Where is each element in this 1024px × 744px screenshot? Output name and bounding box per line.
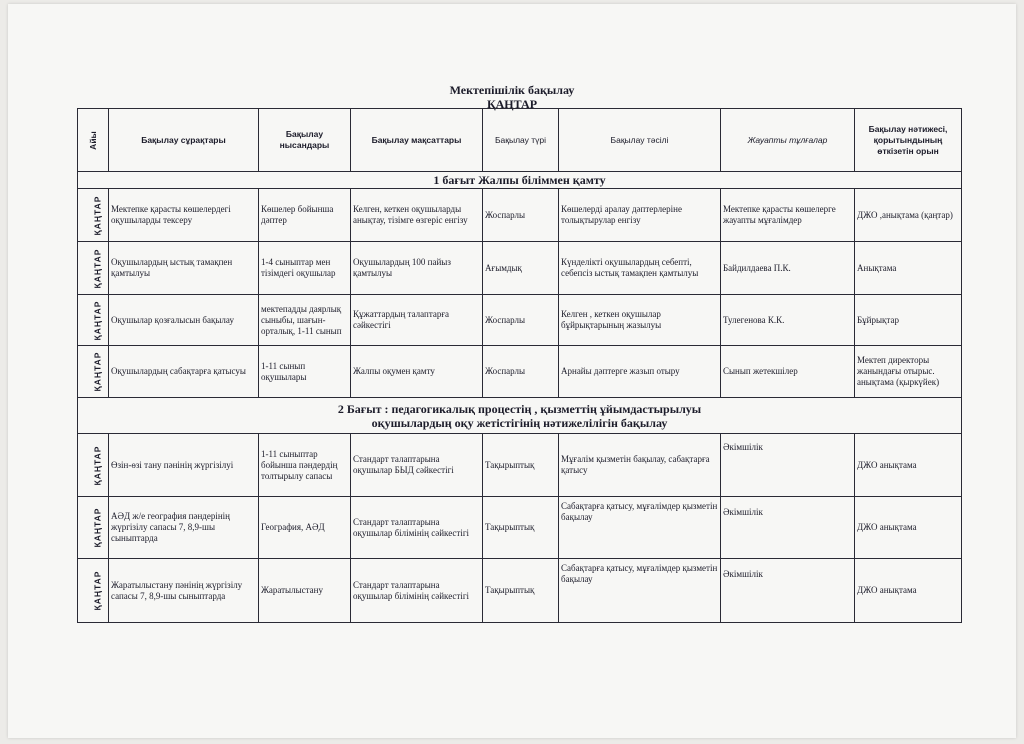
responsible-cell: Тулегенова К.К. xyxy=(721,295,855,346)
table-row xyxy=(78,242,962,295)
table-row xyxy=(78,559,962,623)
type-cell: Тақырыптық xyxy=(483,434,559,497)
method-cell: Көшелерді аралау дәптерлеріне толықтырулар енгізу xyxy=(559,189,721,242)
responsible-cell: Сынып жетекшілер xyxy=(721,346,855,398)
result-cell: ДЖО ,анықтама (қаңтар) xyxy=(855,189,962,242)
result-cell: Мектеп директоры жанындағы отырыс. анықтама (қыркүйек) xyxy=(855,346,962,398)
header-method: Бақылау тәсілі xyxy=(559,109,721,172)
method-cell: Келген , кеткен оқушылар бұйрықтарының жазылуы xyxy=(559,295,721,346)
method-cell: Арнайы дәптерге жазып отыру xyxy=(559,346,721,398)
table-row xyxy=(78,295,962,346)
header-type: Бақылау түрі xyxy=(483,109,559,172)
responsible-cell: Әкімшілік xyxy=(721,559,855,623)
goal-cell: Стандарт талаптарына оқушылар білімінің сәйкестігі xyxy=(351,559,483,623)
method-cell: Сабақтарға қатысу, мұғалімдер қызметін бақылау xyxy=(559,559,721,623)
object-cell: Жаратылыстану xyxy=(259,559,351,623)
object-cell: 1-11 сыныптар бойынша пәндердің толтырылу сапасы xyxy=(259,434,351,497)
month-cell: ҚАҢТАР xyxy=(78,189,109,242)
object-cell: 1-4 сыныптар мен тізімдегі оқушылар xyxy=(259,242,351,295)
type-cell: Жоспарлы xyxy=(483,295,559,346)
type-cell: Тақырыптық xyxy=(483,497,559,559)
section-row xyxy=(78,398,962,434)
responsible-cell: Әкімшілік xyxy=(721,497,855,559)
question-cell: Өзін-өзі тану пәнінің жүргізілуі xyxy=(109,434,259,497)
header-result: Бақылау нәтижесі, қорытындының өткізетін орын xyxy=(855,109,962,172)
table-row xyxy=(78,497,962,559)
responsible-cell: Мектепке қарасты көшелерге жауапты мұғалімдер xyxy=(721,189,855,242)
method-cell: Сабақтарға қатысу, мұғалімдер қызметін бақылау xyxy=(559,497,721,559)
object-cell: 1-11 сынып оқушылары xyxy=(259,346,351,398)
month-cell: ҚАҢТАР xyxy=(78,295,109,346)
goal-cell: Жалпы оқумен қамту xyxy=(351,346,483,398)
document-title: Мектепішілік бақылау xyxy=(449,83,575,97)
result-cell: ДЖО анықтама xyxy=(855,497,962,559)
question-cell: Оқушылардың сабақтарға қатысуы xyxy=(109,346,259,398)
type-cell: Ағымдық xyxy=(483,242,559,295)
result-cell: ДЖО анықтама xyxy=(855,434,962,497)
header-row xyxy=(78,109,962,172)
header-objects: Бақылау нысандары xyxy=(259,109,351,172)
object-cell: мектепадды даярлық сыныбы, шағын-орталық, 1-11 сынып xyxy=(259,295,351,346)
question-cell: Мектепке қарасты көшелердегі оқушыларды тексеру xyxy=(109,189,259,242)
section-2-title: 2 Бағыт : педагогикалық процестің , қызметтің ұйымдастырылуы оқушылардың оқу жетістігінің нәтижелілігін бақылау xyxy=(78,398,962,434)
header-month: Айы xyxy=(78,109,109,172)
type-cell: Тақырыптық xyxy=(483,559,559,623)
type-cell: Жоспарлы xyxy=(483,189,559,242)
header-responsible: Жауапты тұлғалар xyxy=(721,109,855,172)
table-row xyxy=(78,346,962,398)
question-cell: Жаратылыстану пәнінің жүргізілу сапасы 7, 8,9-шы сыныптарда xyxy=(109,559,259,623)
object-cell: Көшелер бойынша дәптер xyxy=(259,189,351,242)
goal-cell: Келген, кеткен оқушыларды анықтау, тізімге өзгеріс енгізу xyxy=(351,189,483,242)
question-cell: АӘД ж/е география пәндерінің жүргізілу сапасы 7, 8,9-шы сыныптарда xyxy=(109,497,259,559)
result-cell: Анықтама xyxy=(855,242,962,295)
month-cell: ҚАҢТАР xyxy=(78,559,109,623)
document-subtitle: ҚАҢТАР xyxy=(486,97,538,111)
responsible-cell: Байдилдаева П.К. xyxy=(721,242,855,295)
month-cell: ҚАҢТАР xyxy=(78,346,109,398)
header-goals: Бақылау мақсаттары xyxy=(351,109,483,172)
month-cell: ҚАҢТАР xyxy=(78,434,109,497)
table-row xyxy=(78,434,962,497)
question-cell: Оқушылардың ыстық тамақпен қамтылуы xyxy=(109,242,259,295)
section-row xyxy=(78,172,962,189)
responsible-cell: Әкімшілік xyxy=(721,434,855,497)
method-cell: Мұғалім қызметін бақылау, сабақтарға қатысу xyxy=(559,434,721,497)
question-cell: Оқушылар қозғалысын бақылау xyxy=(109,295,259,346)
type-cell: Жоспарлы xyxy=(483,346,559,398)
goal-cell: Оқушылардың 100 пайыз қамтылуы xyxy=(351,242,483,295)
method-cell: Күнделікті оқушылардың себепті, себепсіз ыстық тамақпен қамтылуы xyxy=(559,242,721,295)
goal-cell: Стандарт талаптарына оқушылар БЫД сәйкестігі xyxy=(351,434,483,497)
header-questions: Бақылау сұрақтары xyxy=(109,109,259,172)
result-cell: ДЖО анықтама xyxy=(855,559,962,623)
object-cell: География, АӘД xyxy=(259,497,351,559)
goal-cell: Стандарт талаптарына оқушылар білімінің сәйкестігі xyxy=(351,497,483,559)
table-row xyxy=(78,189,962,242)
month-cell: ҚАҢТАР xyxy=(78,242,109,295)
goal-cell: Құжаттардың талаптарға сәйкестігі xyxy=(351,295,483,346)
result-cell: Бұйрықтар xyxy=(855,295,962,346)
control-plan-table xyxy=(77,108,962,623)
month-cell: ҚАҢТАР xyxy=(78,497,109,559)
section-1-title: 1 бағыт Жалпы біліммен қамту xyxy=(78,172,962,189)
